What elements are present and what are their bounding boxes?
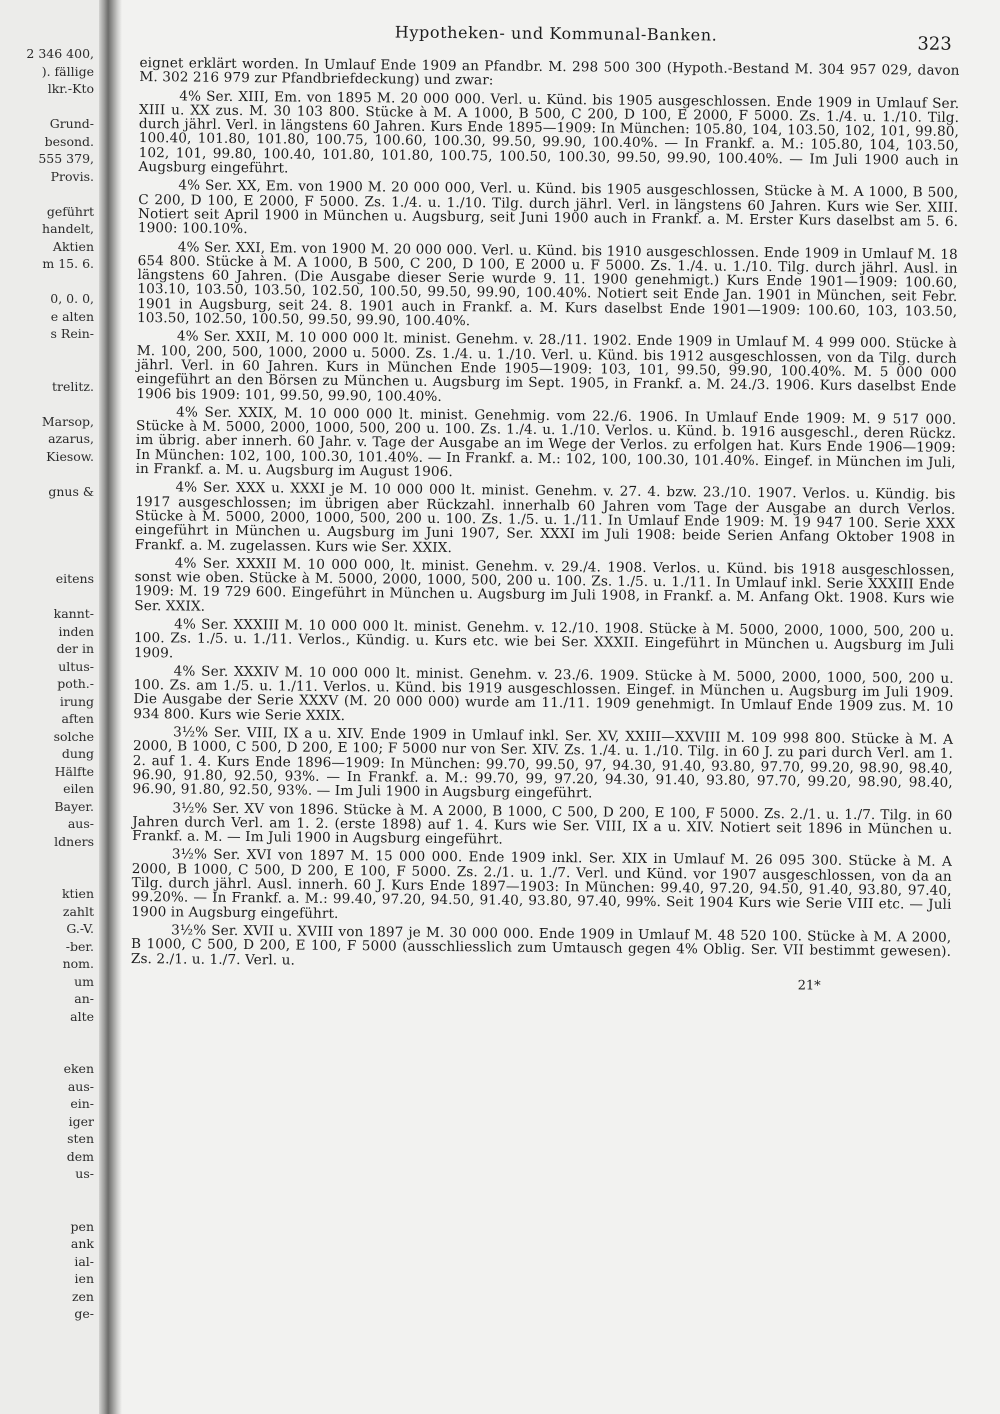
adjacent-page-line: trelitz. xyxy=(52,378,94,394)
adjacent-page-line: eken xyxy=(63,1061,94,1076)
adjacent-page-strip xyxy=(0,0,108,1414)
adjacent-page-line: ien xyxy=(74,1271,94,1286)
adjacent-page-line: 555 379, xyxy=(38,151,94,166)
adjacent-page-line: aus- xyxy=(67,1078,94,1094)
adjacent-page-line: s Rein- xyxy=(50,326,94,341)
adjacent-page-line: e alten xyxy=(50,308,94,324)
body-paragraph: 3½% Ser. XV von 1896. Stücke à M. A 2000, B 1000, C 500, D 200, E 100, F 5000. Zs. 2./1. u. 1./7. Tilg. in 60 Jahren durch Verl. am 1. 2. (erste 1898) auf 1. 4. Kurs wie Ser. VIII, IX a u. XIV. Notiert seit 1896 in München u. Frankf. a. M. — Im Juli 1900 in Augsburg eingeführt. xyxy=(132,799,953,848)
page xyxy=(130,16,960,994)
adjacent-page-line: us- xyxy=(75,1166,94,1181)
body-paragraph: 4% Ser. XXXIII M. 10 000 000 lt. minist. Genehm. v. 12./10. 1908. Stücke à M. 5000, 2000, 1000, 500, 200 u. 100. Zs. 1./5. u. 1./11. Verlos., Kündig. u. Kurs etc. wie bei Ser. XXXII. Eingeführt in München u. Augsburg im Juli 1909. xyxy=(133,616,955,661)
adjacent-page-line: ultus- xyxy=(58,658,94,674)
adjacent-page-line: Provis. xyxy=(50,168,94,184)
adjacent-page-line: 0, 0. 0, xyxy=(50,291,94,306)
body-paragraph: 4% Ser. XXIX, M. 10 000 000 lt. minist. Genehmig. vom 22./6. 1906. In Umlauf Ende 1909: M. 9 517 000. Stücke à M. 5000, 2000, 1000, 500, 200 u. 100. Zs. 1./4. u. 1./10. Verlos. u. Künd. b. 1916 ausgeschl., deren Rückz. im übrig. aber innerh. 60 Jahr. v. Tage der Ausgabe an im Wege der Verlos. zu erfolgen hat. Kurs Ende 1906—1909: In München: 102, 100, 100.30, 101.40%. — In Frankf. a. M.: 102, 100, 100.30, 101.40%. Eingef. in München im Juli, in Frankf. a. M. u. Augsburg im August 1906. xyxy=(135,404,957,481)
adjacent-page-line: ank xyxy=(70,1236,94,1251)
adjacent-page-line: eilen xyxy=(63,781,94,796)
adjacent-page-line: geführt xyxy=(46,203,94,219)
adjacent-page-line: G.-V. xyxy=(66,921,94,936)
adjacent-page-line: Hälfte xyxy=(54,763,94,779)
adjacent-page-line: ktien xyxy=(61,886,94,901)
body-paragraph: 3½% Ser. XVII u. XVIII von 1897 je M. 30 000 000. Ende 1909 in Umlauf M. 48 520 100. Stücke à M. A 2000, B 1000, C 500, D 200, E 100, F 5000 (ausschliesslich zum Umtausch gegen 4% Oblig. Ser. VII bestimmt gewesen). Zs. 2./1. u. 1./7. Verl. u. xyxy=(130,922,952,969)
adjacent-page-line: nom. xyxy=(62,956,94,971)
body-paragraph: 3½% Ser. VIII, IX a u. XIV. Ende 1909 in Umlauf inkl. Ser. XV, XXIII—XXVIII M. 109 998 800. Stücke à M. A 2000, B 1000, C 500, D 200, E 100; F 5000 nur von Ser. XIV. Zs. 1./4. u. 1./10. Tilg. in 60 J. zu pari durch Verl. am 1. 2. auf 1. 4. Kurs Ende 1896—1909: In München: 99.70, 99.50, 97, 94.30, 91.40, 93.80, 97.70, 99.20, 98.90, 98.40, 96.90, 91.80, 92.50, 93%. — In Frankf. a. M.: 99.70, 99, 97.20, 94.30, 91.40, 93.80, 97.70, 99.20, 98.90, 98.40, 96.90, 91.80, 92.50, 93%. — Im Juli 1900 in Augsburg eingeführt. xyxy=(132,724,954,802)
body-paragraph: 4% Ser. XXI, Em. von 1900 M. 20 000 000. Verl. u. Künd. bis 1910 ausgeschlossen. Ende 1909 in Umlauf M. 18 654 800. Stücke à M. A 1000, B 500, C 200, D 100, E 2000 u. F 5000. Zs. 1./4. u. 1./10. Tilg. durch jährl. Ausl. in längstens 60 Jahren. (Die Ausgabe dieser Serie wurde 9. 11. 1900 genehmigt.) Kurs Ende 1901—1909: 100.60, 103.10, 103.50, 103.50, 102.50, 100.50, 99.50, 99.90, 100.40%. Notiert seit Ende Jan. 1901 in München, seit Febr. 1901 in Augsburg, seit 24. 8. 1901 auch in Frankf. a. M. Kurs daselbst Ende 1901—1909: 100.60, 103, 103.50, 103.50, 102.50, 100.50, 99.50, 99.90, 100.40%. xyxy=(137,238,958,330)
page-fold-shadow xyxy=(99,0,108,1414)
adjacent-page-line: dem xyxy=(66,1148,94,1164)
adjacent-page-line: sten xyxy=(67,1131,94,1146)
adjacent-page-line: kannt- xyxy=(53,606,94,621)
adjacent-page-line: iger xyxy=(68,1113,94,1129)
adjacent-page-line: Aktien xyxy=(52,238,94,254)
adjacent-page-line: ial- xyxy=(74,1253,94,1269)
body-paragraph: 4% Ser. XX, Em. von 1900 M. 20 000 000, Verl. u. Künd. bis 1905 ausgeschlossen, Stücke à M. A 1000, B 500, C 200, D 100, E 2000, F 5000. Zs. 1./4. u. 1./10. Tilg. durch jährl. Verl. in längstens 60 Jahren. Kurs wie Ser. XIII. Notiert seit April 1900 in München u. Augsburg, seit Juni 1900 auch in Frankf. a. M. Erster Kurs daselbst am 5. 6. 1900: 100.10%. xyxy=(137,177,959,238)
body-paragraph: 4% Ser. XIII, Em. von 1895 M. 20 000 000. Verl. u. Künd. bis 1905 ausgeschlossen. Ende 1909 in Umlauf Ser. XIII u. XX zus. M. 30 103 800. Stücke à M. A 1000, B 500, C 200, D 100, E 2000, F 5000. Zs. 1./4. u. 1./10. Tilg. durch jährl. Verl. in längstens 60 Jahren. Kurs Ende 1895—1909: In München: 105.80, 104, 103.50, 102, 101, 99.80, 100.40, 101.80, 101.80, 100.75, 100.60, 100.30, 99.50, 99.90, 100.40%. — In Frankf. a. M.: 105.80, 104, 103.50, 102, 101, 99.80, 100.40, 101.80, 101.80, 100.75, 100.50, 100.30, 99.50, 99.90, 100.40%. — Im Juli 1900 auch in Augsburg eingeführt. xyxy=(138,87,960,177)
adjacent-page-line: Bayer. xyxy=(54,798,94,814)
body-paragraph: 3½% Ser. XVI von 1897 M. 15 000 000. Ende 1909 inkl. Ser. XIX in Umlauf M. 26 095 300. Stücke à M. A 2000, B 1000, C 500, D 200, E 100, F 5000. Zs. 2./1. u. 1./7. Verl. und Künd. vor 1907 ausgeschlossen, von da an Tilg. durch jährl. Ausl. innerh. 60 J. Kurs Ende 1897—1903: In München: 99.40, 97.20, 94.50, 91.40, 93.80, 97.40, 99.20%. — In Frankf. a. M.: 99.40, 97.20, 94.50, 91.40, 93.80, 97.40, 99%. Seit 1904 Kurs wie Serie VIII etc. — Juli 1900 in Augsburg eingeführt. xyxy=(131,846,952,922)
adjacent-page-line: aus- xyxy=(67,816,94,831)
adjacent-page-line: pen xyxy=(70,1218,94,1234)
signature-mark: 21* xyxy=(797,978,821,994)
adjacent-page-line: handelt, xyxy=(42,221,94,236)
adjacent-page-line: alte xyxy=(70,1008,94,1024)
adjacent-page-line: -ber. xyxy=(65,938,94,954)
adjacent-page-line: irung xyxy=(59,693,94,709)
adjacent-page-line: lkr.-Kto xyxy=(47,81,94,96)
adjacent-page-line: aften xyxy=(61,711,94,726)
adjacent-page-line: azarus, xyxy=(48,431,94,446)
adjacent-page-line: gnus & xyxy=(48,483,94,499)
adjacent-page-line: ). fällige xyxy=(41,63,94,79)
adjacent-page-line: Kiesow. xyxy=(46,448,94,464)
adjacent-page-line: solche xyxy=(53,728,94,744)
adjacent-page-line: eitens xyxy=(55,571,94,586)
running-title: Hypotheken- und Kommunal-Banken. xyxy=(394,22,718,45)
adjacent-page-line: ge- xyxy=(74,1306,94,1321)
adjacent-page-line: zahlt xyxy=(62,903,94,919)
adjacent-page-line: Marsop, xyxy=(41,413,94,429)
adjacent-page-line: der in xyxy=(56,641,94,656)
adjacent-page-line: m 15. 6. xyxy=(42,256,94,271)
adjacent-page-line: zen xyxy=(71,1288,94,1304)
adjacent-page-line: 2 346 400, xyxy=(26,46,94,61)
body-paragraph: 4% Ser. XXX u. XXXI je M. 10 000 000 lt. minist. Genehm. v. 27. 4. bzw. 23./10. 1907. Verlos. u. Kündig. bis 1917 ausgeschlossen; im übrigen aber Rückzahl. innerhalb 60 Jahren vom Tage der Ausgabe an durch Verlos. Stücke à M. 5000, 2000, 1000, 500, 200 u. 100. Zs. 1./5. u. 1./11. In Umlauf Ende 1909: M. 19 947 100. Serie XXX eingeführt in München u. Augsburg im Juni 1907, Ser. XXXI im Juli 1908: beide Serien Anfang Oktober 1908 in Frankf. a. M. zugelassen. Kurs wie Ser. XXIX. xyxy=(134,479,956,556)
body-paragraph: 4% Ser. XXXII M. 10 000 000, lt. minist. Genehm. v. 29./4. 1908. Verlos. u. Künd. bis 1918 ausgeschlossen, sonst wie oben. Stücke à M. 5000, 2000, 1000, 500, 200 u. 100. Zs. 1./5. u. 1./11. In Umlauf inkl. Serie XXXIII Ende 1909: M. 19 729 600. Eingeführt in München u. Augsburg im Juli 1908, in Frankf. a. M. Anfang Okt. 1908. Kurs wie Ser. XXIX. xyxy=(134,555,955,615)
adjacent-page-line: dung xyxy=(61,746,94,761)
adjacent-page-line: ein- xyxy=(70,1096,94,1111)
body-paragraph: 4% Ser. XXXIV M. 10 000 000 lt. minist. Genehm. v. 23./6. 1909. Stücke à M. 5000, 2000, 1000, 500, 200 u. 100. Zs. am 1./5. u. 1./11. Verlos. u. Künd. bis 1919 ausgeschlossen. Eingef. in München u. Augsburg im Juli 1909. Die Ausgabe der Serie XXXV (M. 20 000 000) wurde am 11./11. 1909 genehmigt. In Umlauf Ende 1909 zus. M. 10 934 800. Kurs wie Serie XXIX. xyxy=(133,663,954,724)
body-paragraph: eignet erklärt worden. In Umlauf Ende 1909 an Pfandbr. M. 298 500 300 (Hypoth.-Bestand M. 304 957 029, davon M. 302 216 979 zur Pfandbriefdeckung) und zwar: xyxy=(139,54,960,89)
adjacent-page-line: inden xyxy=(58,623,94,639)
running-head xyxy=(140,16,960,64)
page-number: 323 xyxy=(917,33,952,55)
adjacent-page-line: ldners xyxy=(54,833,94,849)
body-text xyxy=(131,56,960,974)
adjacent-page-line: poth.- xyxy=(57,676,94,691)
body-paragraph: 4% Ser. XXII, M. 10 000 000 lt. minist. Genehm. v. 28./11. 1902. Ende 1909 in Umlauf M. 4 999 000. Stücke à M. 100, 200, 500, 1000, 2000 u. 5000. Zs. 1./4. u. 1./10. Verl. u. Künd. bis 1912 ausgeschlossen, von da Tilg. durch jährl. Verl. in 60 Jahren. Kurs in München Ende 1905—1909: 103, 101, 99.50, 99.90, 100.40%. M. 5 000 000 eingeführt an den Börsen zu München u. Augsburg im Sept. 1905, in Frankf. a. M. 24./3. 1906. Kurs daselbst Ende 1906 bis 1909: 101, 99.50, 99.90, 100.40%. xyxy=(136,328,957,405)
adjacent-page-line: an- xyxy=(74,991,94,1006)
adjacent-page-line: Grund- xyxy=(49,116,94,131)
adjacent-page-line: um xyxy=(74,973,94,989)
adjacent-page-line: besond. xyxy=(44,133,94,149)
book-gutter xyxy=(108,0,122,1414)
